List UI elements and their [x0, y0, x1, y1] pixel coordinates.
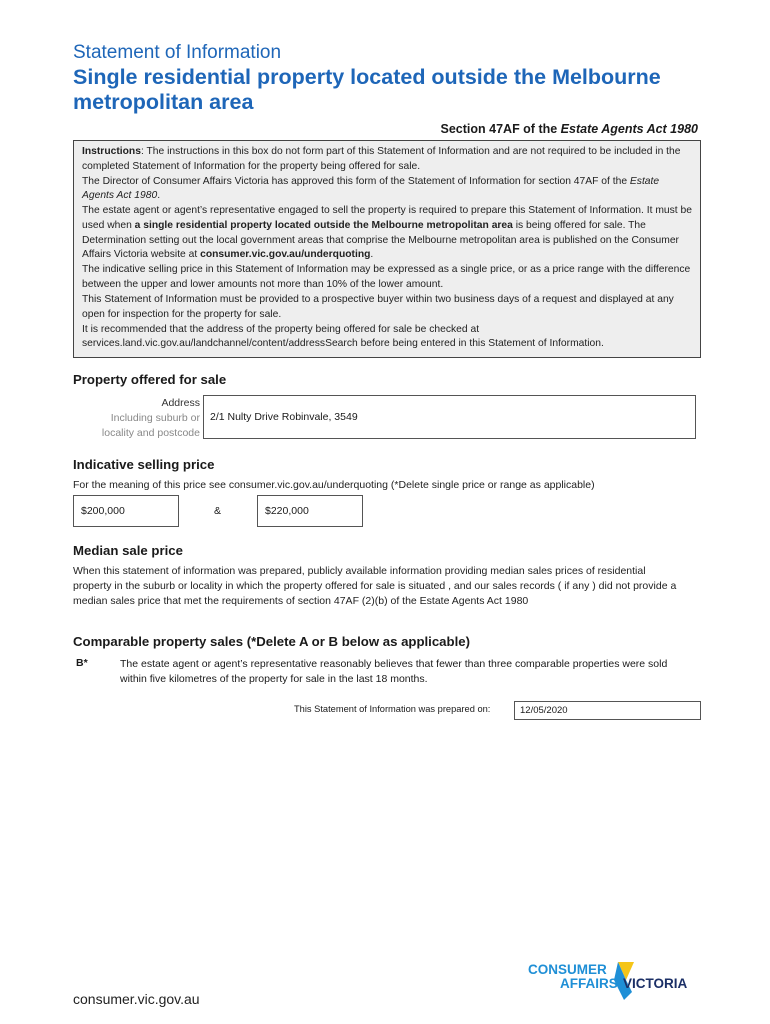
section-reference	[441, 122, 698, 136]
instructions-p6: It is recommended that the address of the property being offered for sale be checked at services.land.vic.gov.au/landchannel/content/addressSearch before being entered in this Statement of Information.	[82, 323, 604, 350]
underquoting-link[interactable]: consumer.vic.gov.au/underquoting	[200, 249, 371, 261]
instructions-p4: The indicative selling price in this Statement of Information may be expressed as a single price, or as a price range with the difference between the upper and lower amounts not more than 10% of the lower amount.	[82, 264, 691, 290]
instructions-p1	[82, 145, 692, 174]
footer-url[interactable]: consumer.vic.gov.au	[73, 991, 200, 1007]
address-field[interactable]	[203, 395, 696, 439]
logo-line1: CONSUMER	[528, 962, 607, 977]
instructions-p5: This Statement of Information must be provided to a prospective buyer within two business days of a request and displayed at any open for inspection for the property for sale.	[82, 293, 674, 320]
prepared-date-field[interactable]	[514, 701, 701, 720]
address-value: 2/1 Nulty Drive Robinvale, 3549	[210, 411, 358, 423]
instructions-p2	[82, 175, 692, 204]
instructions-p3	[82, 204, 692, 262]
instructions-p1-text: : The instructions in this box do not form part of this Statement of Information and are not required to be included in the completed Statement of Information for the property being offered for sale.	[82, 146, 681, 172]
price-heading: Indicative selling price	[73, 457, 215, 472]
act-name: Estate Agents Act 1980	[560, 122, 698, 136]
instructions-p2-end: .	[157, 190, 161, 202]
instructions-p2-text: The Director of Consumer Affairs Victoria has approved this form of the Statement of Information for section 47AF of the	[82, 175, 630, 187]
instructions-p3-end: .	[370, 249, 374, 261]
median-heading: Median sale price	[73, 543, 183, 558]
address-label-line3: locality and postcode	[101, 426, 200, 439]
price-note: For the meaning of this price see consumer.vic.gov.au/underquoting (*Delete single price or range as applicable)	[73, 479, 595, 491]
address-label	[73, 396, 200, 440]
option-b-text: The estate agent or agent’s representative reasonably believes that fewer than three comparable properties were sold within five kilometres of the property for sale in the last 18 months.	[120, 658, 668, 685]
option-b-key: B*	[76, 657, 88, 669]
prepared-label: This Statement of Information was prepared on:	[294, 704, 491, 714]
price-high-field[interactable]	[257, 495, 363, 527]
section-prefix: Section 47AF of the	[440, 122, 561, 136]
prepared-date-value: 12/05/2020	[520, 705, 568, 716]
median-text: When this statement of information was prepared, publicly available information providing median sales prices of residential property in the suburb or locality in which the property offered for sale is situated , and our sales records ( if any ) did not provide a median sales price that met the requirements of section 47AF (2)(b) of the Estate Agents Act 1980	[73, 565, 677, 607]
instructions-p3-text: The estate agent or agent’s representative engaged to sell the property is required to prepare this Statement of Information. It must be used when	[82, 205, 692, 231]
price-low-value: $200,000	[81, 505, 125, 517]
logo-line3: VICTORIA	[623, 976, 688, 991]
address-label-line2: Including suburb or	[110, 411, 200, 424]
instructions-box	[73, 140, 701, 358]
page-title: Single residential property located outside the Melbourne metropolitan area	[73, 65, 661, 114]
instructions-label: Instructions	[82, 146, 141, 157]
form-kicker: Statement of Information	[73, 42, 282, 63]
logo-line2: AFFAIRS	[560, 976, 618, 991]
comparable-heading: Comparable property sales (*Delete A or B below as applicable)	[73, 634, 470, 649]
price-separator: &	[214, 505, 222, 517]
property-heading: Property offered for sale	[73, 372, 227, 387]
instructions-p3-text2: is being offered for sale. The Determination setting out the local government areas that comprise the Melbourne metropolitan area is published on the Consumer Affairs Victoria website at	[82, 219, 679, 261]
instructions-p2-act: Estate Agents Act 1980	[82, 175, 660, 202]
address-label-line1: Address	[161, 397, 200, 409]
consumer-affairs-victoria-logo	[528, 958, 703, 1006]
price-low-field[interactable]	[73, 495, 179, 527]
price-high-value: $220,000	[265, 505, 309, 517]
instructions-p3-bold: a single residential property located outside the Melbourne metropolitan area	[134, 219, 513, 231]
